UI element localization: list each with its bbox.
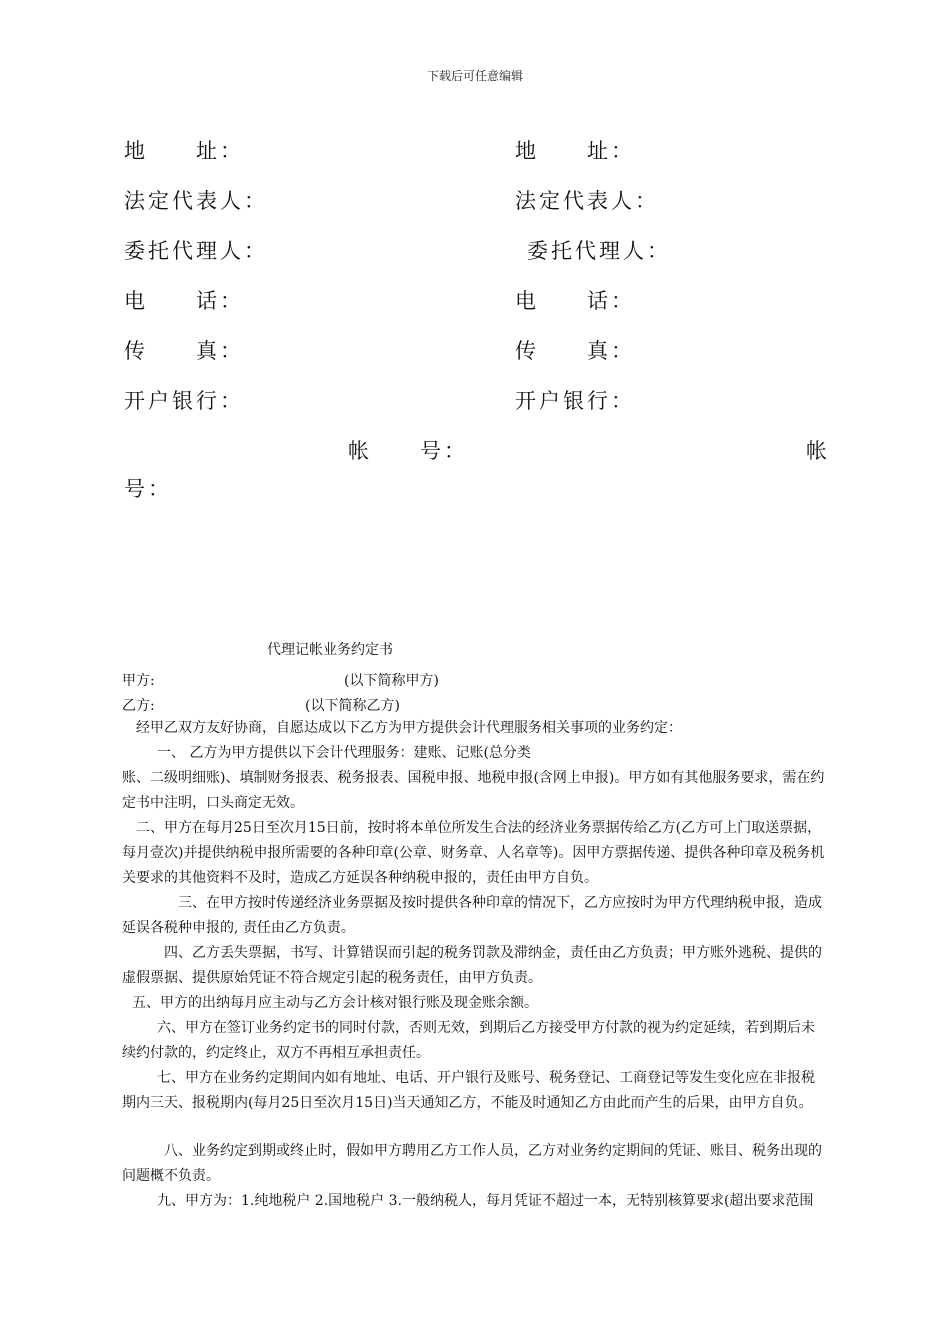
clause-4: 四、乙方丢失票据，书写、计算错误而引起的税务罚款及滞纳金，责任由乙方负责；甲方账外逃税、提供的虚假票据、提供原始凭证不符合规定引起的税务责任，由甲方负责。 — [122, 945, 822, 986]
party-b-address-label: 地 址： — [515, 139, 635, 163]
party-b-account-label-part2: 号： — [124, 477, 172, 501]
contract-title: 代理记帐业务约定书 — [267, 642, 393, 658]
party-a-bank-label: 开户银行： — [124, 389, 244, 413]
party-a-address-label: 地 址： — [124, 139, 244, 163]
party-b-account-label-part1: 帐 — [806, 439, 830, 463]
clause-1-first-line: 一、 乙方为甲方提供以下会计代理服务：建账、记账(总分类 — [157, 745, 531, 761]
party-a-agent-label: 委托代理人： — [124, 239, 268, 263]
clause-8: 八、业务约定到期或终止时，假如甲方聘用乙方工作人员，乙方对业务约定期间的凭证、账目、税务出现的问题概不负责。 — [122, 1143, 822, 1184]
party-b-label: 乙方: — [122, 698, 155, 714]
clause-6: 六、甲方在签订业务约定书的同时付款，否则无效，到期后乙方接受甲方付款的视为约定延续，若到期后未续约付款的，约定终止，双方不再相互承担责任。 — [122, 1020, 815, 1061]
clause-1-rest: 账、二级明细账)、填制财务报表、税务报表、国税申报、地税申报(含网上申报)。甲方如有其他服务要求，需在约定书中注明，口头商定无效。 — [122, 770, 825, 811]
clause-9: 九、甲方为：1.纯地税户 2.国地税户 3.一般纳税人，每月凭证不超过一本，无特别核算要求(超出要求范围 — [157, 1193, 814, 1209]
party-b-fax-label: 传 真： — [515, 339, 635, 363]
party-b-legal-rep-label: 法定代表人： — [515, 189, 659, 213]
party-a-label: 甲方: — [122, 673, 155, 689]
clause-1 — [122, 741, 828, 816]
party-b-line — [122, 695, 400, 715]
party-a-phone-label: 电 话： — [124, 289, 244, 313]
party-a-account-label: 帐 号： — [348, 439, 468, 463]
party-b-agent-label: 委托代理人： — [527, 239, 671, 263]
clause-5: 五、甲方的出纳每月应主动与乙方会计核对银行账及现金账余额。 — [132, 995, 538, 1011]
party-b-note: (以下简称乙方) — [305, 698, 400, 714]
party-b-bank-label: 开户银行： — [515, 389, 635, 413]
header-note: 下载后可任意编辑 — [426, 69, 523, 83]
party-a-line — [122, 670, 439, 690]
party-a-legal-rep-label: 法定代表人： — [124, 189, 268, 213]
clause-2: 二、甲方在每月25日至次月15日前，按时将本单位所发生合法的经济业务票据传给乙方(乙方可上门取送票据，每月壹次)并提供纳税申报所需要的各种印章(公章、财务章、人名章等)。因甲方票据传递、提供各种印章及税务机关要求的其他资料不及时，造成乙方延误各种纳税申报的，责任由甲方自负。 — [122, 820, 825, 886]
party-a-fax-label: 传 真： — [124, 339, 244, 363]
clause-7: 七、甲方在业务约定期间内如有地址、电话、开户银行及账号、税务登记、工商登记等发生变化应在非报税期内三天、报税期内(每月25日至次月15日)当天通知乙方，不能及时通知乙方由此而产生的后果，由甲方自负。 — [122, 1070, 815, 1111]
clause-3: 三、在甲方按时传递经济业务票据及按时提供各种印章的情况下，乙方应按时为甲方代理纳税申报，造成延误各税种申报的, 责任由乙方负责。 — [122, 895, 822, 936]
party-a-note: (以下简称甲方) — [344, 673, 439, 689]
contract-intro: 经甲乙双方友好协商，自愿达成以下乙方为甲方提供会计代理服务相关事项的业务约定： — [136, 720, 682, 736]
party-b-phone-label: 电 话： — [515, 289, 635, 313]
